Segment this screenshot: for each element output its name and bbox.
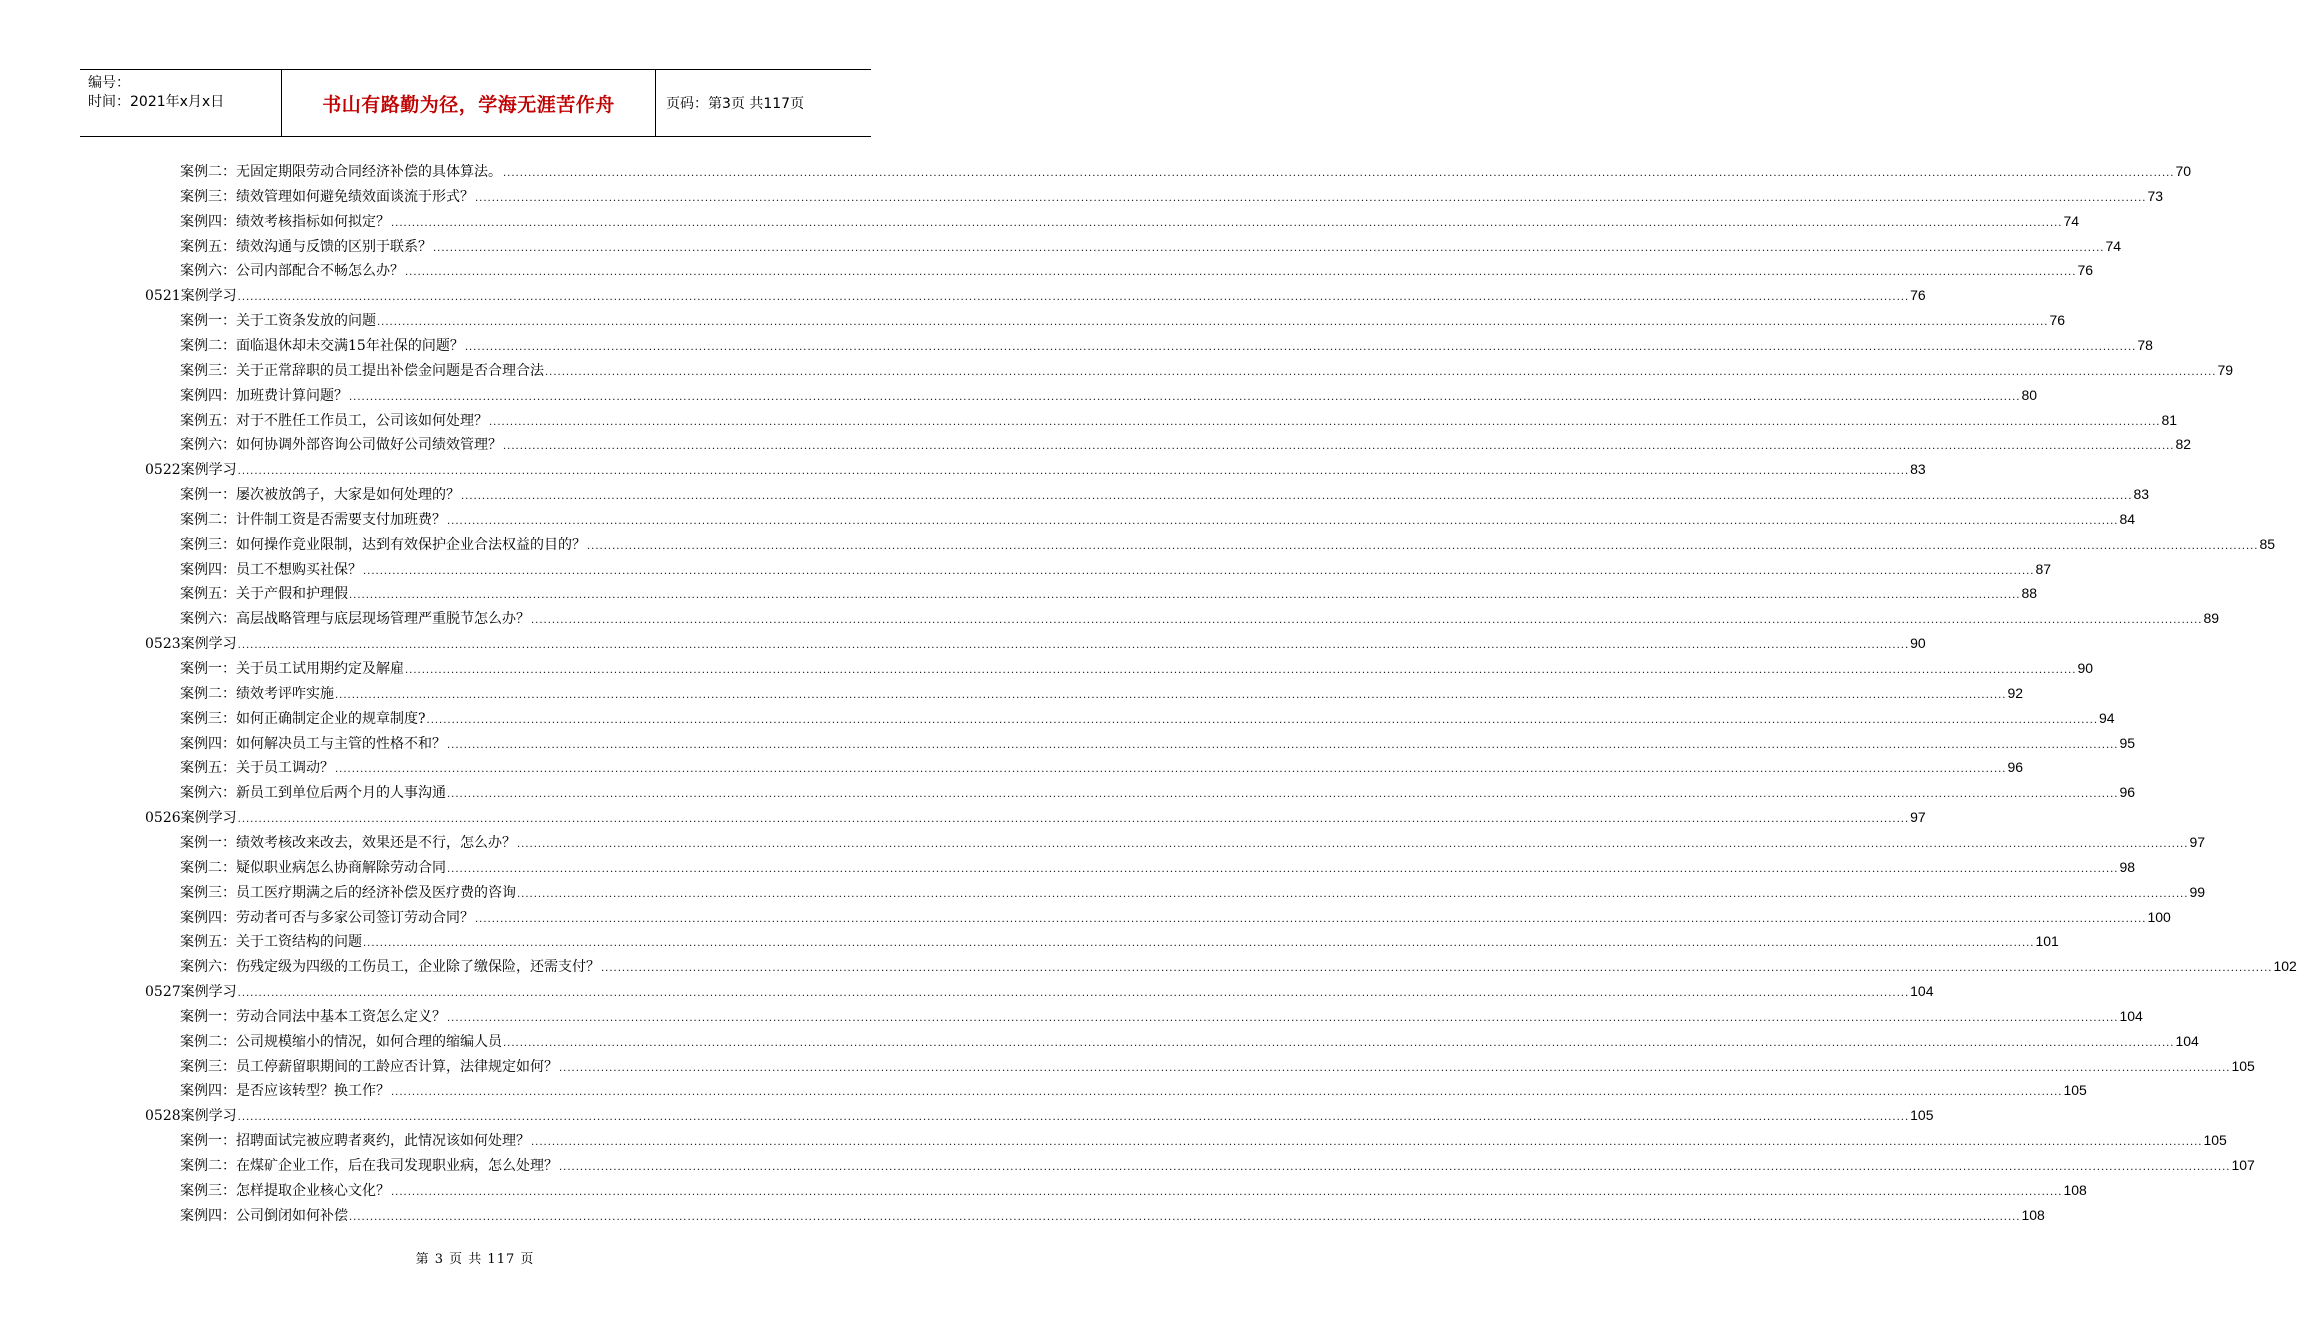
toc-dot-leader: ................................................................................................................................................................................................................................................................................................................................................................................................................ [433,242,2105,254]
footer-page-number: 第 3 页 共 117 页 [415,1252,535,1267]
toc-dot-leader: ................................................................................................................................................................................................................................................................................................................................................................................................................ [517,838,2189,850]
number-label: 编号： [88,75,130,91]
toc-case-entry[interactable] [180,259,2094,281]
toc-dot-leader: ................................................................................................................................................................................................................................................................................................................................................................................................................ [391,1186,2063,1198]
toc-dot-leader: ................................................................................................................................................................................................................................................................................................................................................................................................................ [503,441,2175,453]
toc-entry-page-number: 94 [2099,709,2115,726]
toc-entry-title: 案例三：员工停薪留职期间的工龄应否计算，法律规定如何？ [180,1058,558,1075]
toc-case-entry[interactable] [180,906,2171,928]
toc-entry-title: 案例四：如何解决员工与主管的性格不和？ [180,735,446,752]
toc-dot-leader: ................................................................................................................................................................................................................................................................................................................................................................................................................ [503,168,2175,179]
toc-entry-page-number: 108 [2021,1206,2045,1223]
toc-entry-title: 案例五：对于不胜任工作员工，公司该如何处理？ [180,412,488,429]
toc-entry-title: 案例四：员工不想购买社保？ [180,561,362,578]
toc-entry-page-number: 76 [1910,287,1926,304]
toc-entry-title: 案例一：屡次被放鸽子，大家是如何处理的？ [180,487,460,504]
toc-dot-leader: ................................................................................................................................................................................................................................................................................................................................................................................................................ [601,963,2273,975]
toc-dot-leader: ................................................................................................................................................................................................................................................................................................................................................................................................................ [349,1211,2021,1223]
toc-dot-leader: ................................................................................................................................................................................................................................................................................................................................................................................................................ [447,515,2119,527]
toc-entry-page-number: 105 [2231,1057,2255,1074]
toc-entry-page-number: 104 [2175,1032,2199,1049]
toc-case-entry[interactable] [180,881,2206,903]
toc-dot-leader: ................................................................................................................................................................................................................................................................................................................................................................................................................ [503,1037,2175,1049]
toc-dot-leader: ................................................................................................................................................................................................................................................................................................................................................................................................................ [237,466,1910,478]
toc-entry-title: 案例四：绩效考核指标如何拟定？ [180,213,390,230]
toc-case-entry[interactable] [180,831,2206,853]
toc-entry-title: 案例六：新员工到单位后两个月的人事沟通 [180,785,446,802]
toc-case-entry[interactable] [180,309,2066,331]
toc-case-entry[interactable] [180,582,2038,604]
toc-entry-title: 0526案例学习 [145,810,237,827]
toc-entry-page-number: 83 [1910,461,1926,478]
toc-entry-page-number: 104 [1910,983,1934,1000]
toc-entry-title: 案例三：绩效管理如何避免绩效面谈流于形式？ [180,188,474,205]
toc-entry-title: 案例三：员工医疗期满之后的经济补偿及医疗费的咨询 [180,884,516,901]
toc-dot-leader: ................................................................................................................................................................................................................................................................................................................................................................................................................ [461,491,2133,503]
toc-dot-leader: ................................................................................................................................................................................................................................................................................................................................................................................................................ [363,938,2035,950]
toc-entry-title: 案例三：关于正常辞职的员工提出补偿金问题是否合理合法 [180,362,544,379]
toc-dot-leader: ................................................................................................................................................................................................................................................................................................................................................................................................................ [531,1137,2203,1149]
toc-case-entry[interactable] [180,607,2220,629]
toc-entry-page-number: 84 [2119,510,2136,527]
toc-entry-page-number: 92 [2007,684,2024,701]
toc-case-entry[interactable] [180,1154,2255,1176]
toc-entry-title: 案例三：怎样提取企业核心文化？ [180,1182,390,1199]
toc-entry-title: 案例二：在煤矿企业工作，后在我司发现职业病，怎么处理？ [180,1158,558,1174]
toc-case-entry[interactable] [180,409,2178,431]
toc-dot-leader: ................................................................................................................................................................................................................................................................................................................................................................................................................ [447,1012,2119,1024]
toc-dot-leader: ................................................................................................................................................................................................................................................................................................................................................................................................................ [237,1112,1910,1124]
toc-entry-title: 案例五：关于工资结构的问题 [180,934,362,951]
toc-dot-leader: ................................................................................................................................................................................................................................................................................................................................................................................................................ [349,590,2021,602]
toc-entry-title: 案例一：关于员工试用期约定及解雇 [180,661,404,677]
header-motto: 书山有路勤为径，学海无涯苦作舟 [322,93,615,116]
toc-dot-leader: ................................................................................................................................................................................................................................................................................................................................................................................................................ [335,689,2007,701]
toc-entry-page-number: 70 [2175,163,2192,179]
toc-entry-title: 0522案例学习 [145,462,237,479]
toc-entry-title: 0523案例学习 [145,636,237,653]
toc-entry-page-number: 97 [1910,809,1926,826]
toc-entry-page-number: 90 [1910,635,1926,652]
toc-case-entry[interactable] [180,955,2297,977]
toc-entry-title: 案例五：关于员工调动？ [180,760,334,777]
toc-entry-title: 案例二：公司规模缩小的情况，如何合理的缩编人员 [180,1033,502,1050]
toc-entry-page-number: 104 [2119,1007,2143,1024]
toc-entry-page-number: 73 [2147,187,2164,204]
toc-entry-page-number: 83 [2133,486,2150,503]
toc-case-entry[interactable] [180,483,2150,505]
page-header [80,69,871,137]
toc-case-entry[interactable] [180,1079,2087,1101]
toc-entry-title: 案例二：疑似职业病怎么协商解除劳动合同 [180,859,446,876]
toc-dot-leader: ................................................................................................................................................................................................................................................................................................................................................................................................................ [464,341,2137,353]
toc-case-entry[interactable] [180,1179,2087,1201]
toc-case-entry[interactable] [180,856,2136,878]
toc-section-entry[interactable] [145,632,1926,654]
header-meta [80,70,282,136]
toc-entry-title: 案例一：劳动合同法中基本工资怎么定义？ [180,1008,446,1025]
date-label: 时间：2021年x月x日 [88,94,225,110]
toc-case-entry[interactable] [180,160,2192,182]
toc-entry-page-number: 81 [2161,411,2178,428]
toc-dot-leader: ................................................................................................................................................................................................................................................................................................................................................................................................................ [447,789,2119,801]
toc-entry-title: 案例六：公司内部配合不畅怎么办？ [180,263,404,280]
header-page-cell [656,70,871,136]
toc-entry-page-number: 74 [2105,237,2122,254]
toc-entry-title: 0521案例学习 [145,288,237,305]
toc-entry-title: 案例二：计件制工资是否需要支付加班费？ [180,511,446,528]
toc-entry-page-number: 76 [2077,262,2094,279]
toc-dot-leader: ................................................................................................................................................................................................................................................................................................................................................................................................................ [377,317,2049,329]
toc-dot-leader: ................................................................................................................................................................................................................................................................................................................................................................................................................ [391,1087,2063,1099]
toc-dot-leader: ................................................................................................................................................................................................................................................................................................................................................................................................................ [447,863,2119,875]
toc-entry-title: 案例四：加班费计算问题？ [180,387,348,404]
toc-entry-title: 案例三：如何正确制定企业的规章制度? [180,710,426,727]
toc-entry-page-number: 87 [2035,560,2052,577]
toc-dot-leader: ................................................................................................................................................................................................................................................................................................................................................................................................................ [475,913,2147,925]
toc-dot-leader: ................................................................................................................................................................................................................................................................................................................................................................................................................ [447,739,2119,751]
toc-entry-page-number: 88 [2021,585,2038,602]
toc-entry-page-number: 108 [2063,1181,2087,1198]
toc-entry-title: 案例四：是否应该转型？换工作？ [180,1083,390,1100]
toc-case-entry[interactable] [180,707,2115,729]
toc-case-entry[interactable] [180,533,2276,555]
toc-entry-title: 案例四：公司倒闭如何补偿 [180,1207,348,1224]
page-footer [0,1248,950,1267]
toc-entry-title: 案例二：绩效考评咋实施 [180,685,334,702]
toc-dot-leader: ................................................................................................................................................................................................................................................................................................................................................................................................................ [237,292,1910,304]
toc-case-entry[interactable] [180,185,2164,207]
toc-entry-page-number: 98 [2119,858,2136,875]
header-page-label: 页码：第3页 共117页 [666,96,805,112]
toc-section-entry[interactable] [145,284,1926,306]
toc-dot-leader: ................................................................................................................................................................................................................................................................................................................................................................................................................ [405,267,2077,279]
toc-entry-page-number: 85 [2259,535,2276,552]
toc-case-entry[interactable] [180,210,2080,232]
toc-entry-page-number: 105 [2063,1082,2087,1099]
toc-dot-leader: ................................................................................................................................................................................................................................................................................................................................................................................................................ [489,416,2161,428]
toc-case-entry[interactable] [180,1055,2255,1077]
toc-dot-leader: ................................................................................................................................................................................................................................................................................................................................................................................................................ [426,714,2098,726]
toc-entry-page-number: 89 [2203,610,2220,627]
toc-entry-page-number: 101 [2035,933,2059,950]
toc-dot-leader: ................................................................................................................................................................................................................................................................................................................................................................................................................ [545,366,2217,378]
toc-dot-leader: ................................................................................................................................................................................................................................................................................................................................................................................................................ [391,217,2063,229]
toc-entry-page-number: 97 [2189,833,2206,850]
toc-case-entry[interactable] [180,657,2094,679]
toc-case-entry[interactable] [180,781,2136,803]
toc-dot-leader: ................................................................................................................................................................................................................................................................................................................................................................................................................ [531,615,2203,627]
toc-entry-title: 案例一：招聘面试完被应聘者爽约，此情况该如何处理？ [180,1133,530,1150]
toc-section-entry[interactable] [145,458,1926,480]
toc-case-entry[interactable] [180,930,2059,952]
toc-dot-leader: ................................................................................................................................................................................................................................................................................................................................................................................................................ [237,640,1910,652]
toc-case-entry[interactable] [180,384,2038,406]
toc-dot-leader: ................................................................................................................................................................................................................................................................................................................................................................................................................ [405,665,2077,676]
toc-entry-page-number: 90 [2077,660,2094,676]
toc-entry-title: 案例四：劳动者可否与多家公司签订劳动合同？ [180,909,474,926]
toc-entry-title: 案例一：关于工资条发放的问题 [180,313,376,330]
toc-case-entry[interactable] [180,235,2122,257]
toc-case-entry[interactable] [180,732,2136,754]
toc-case-entry[interactable] [180,433,2192,455]
toc-entry-page-number: 79 [2217,361,2234,378]
toc-dot-leader: ................................................................................................................................................................................................................................................................................................................................................................................................................ [237,814,1910,826]
toc-dot-leader: ................................................................................................................................................................................................................................................................................................................................................................................................................ [559,1162,2231,1173]
toc-entry-page-number: 105 [1910,1107,1934,1124]
toc-entry-title: 案例五：绩效沟通与反馈的区别于联系？ [180,238,432,255]
toc-entry-page-number: 82 [2175,436,2192,453]
toc-dot-leader: ................................................................................................................................................................................................................................................................................................................................................................................................................ [475,192,2147,204]
toc-entry-page-number: 95 [2119,734,2136,751]
toc-entry-page-number: 96 [2007,759,2024,776]
toc-case-entry[interactable] [180,508,2136,530]
toc-section-entry[interactable] [145,1104,1934,1126]
toc-entry-title: 案例一：绩效考核改来改去，效果还是不行，怎么办？ [180,834,516,851]
toc-dot-leader: ................................................................................................................................................................................................................................................................................................................................................................................................................ [335,764,2007,776]
toc-entry-title: 案例六：伤残定级为四级的工伤员工，企业除了缴保险，还需支付？ [180,959,600,976]
header-motto-cell [282,70,656,136]
toc-entry-title: 案例六：高层战略管理与底层现场管理严重脱节怎么办？ [180,611,530,628]
toc-dot-leader: ................................................................................................................................................................................................................................................................................................................................................................................................................ [237,988,1910,1000]
toc-entry-title: 0528案例学习 [145,1108,237,1125]
toc-dot-leader: ................................................................................................................................................................................................................................................................................................................................................................................................................ [587,540,2259,552]
toc-entry-page-number: 99 [2189,883,2206,900]
toc-section-entry[interactable] [145,806,1926,828]
toc-entry-title: 案例二：面临退休却未交满15年社保的问题？ [180,337,464,354]
toc-entry-page-number: 78 [2137,336,2153,353]
toc-dot-leader: ................................................................................................................................................................................................................................................................................................................................................................................................................ [517,888,2189,900]
toc-dot-leader: ................................................................................................................................................................................................................................................................................................................................................................................................................ [559,1062,2231,1074]
toc-case-entry[interactable] [180,359,2234,381]
toc-case-entry[interactable] [180,1005,2143,1027]
toc-entry-page-number: 107 [2231,1157,2255,1173]
toc-case-entry[interactable] [180,558,2052,580]
toc-dot-leader: ................................................................................................................................................................................................................................................................................................................................................................................................................ [349,391,2021,403]
toc-entry-page-number: 74 [2063,212,2080,229]
toc-section-entry[interactable] [145,980,1934,1002]
toc-entry-page-number: 76 [2049,312,2066,329]
toc-entry-page-number: 80 [2021,386,2038,403]
toc-entry-title: 案例三：如何操作竞业限制，达到有效保护企业合法权益的目的？ [180,536,586,553]
toc-entry-page-number: 105 [2203,1132,2227,1149]
toc-entry-page-number: 100 [2147,908,2171,925]
toc-entry-title: 案例二：无固定期限劳动合同经济补偿的具体算法。 [180,164,502,180]
toc-case-entry[interactable] [180,1030,2199,1052]
toc-case-entry[interactable] [180,682,2024,704]
toc-entry-title: 案例五：关于产假和护理假 [180,586,348,603]
toc-entry-title: 0527案例学习 [145,984,237,1001]
toc-entry-page-number: 96 [2119,784,2136,801]
toc-entry-title: 案例六：如何协调外部咨询公司做好公司绩效管理？ [180,437,502,454]
toc-dot-leader: ................................................................................................................................................................................................................................................................................................................................................................................................................ [363,565,2035,577]
toc-case-entry[interactable] [180,1204,2045,1226]
toc-entry-page-number: 102 [2273,958,2297,975]
toc-case-entry[interactable] [180,756,2024,778]
toc-case-entry[interactable] [180,1129,2227,1151]
toc-case-entry[interactable] [180,334,2153,356]
